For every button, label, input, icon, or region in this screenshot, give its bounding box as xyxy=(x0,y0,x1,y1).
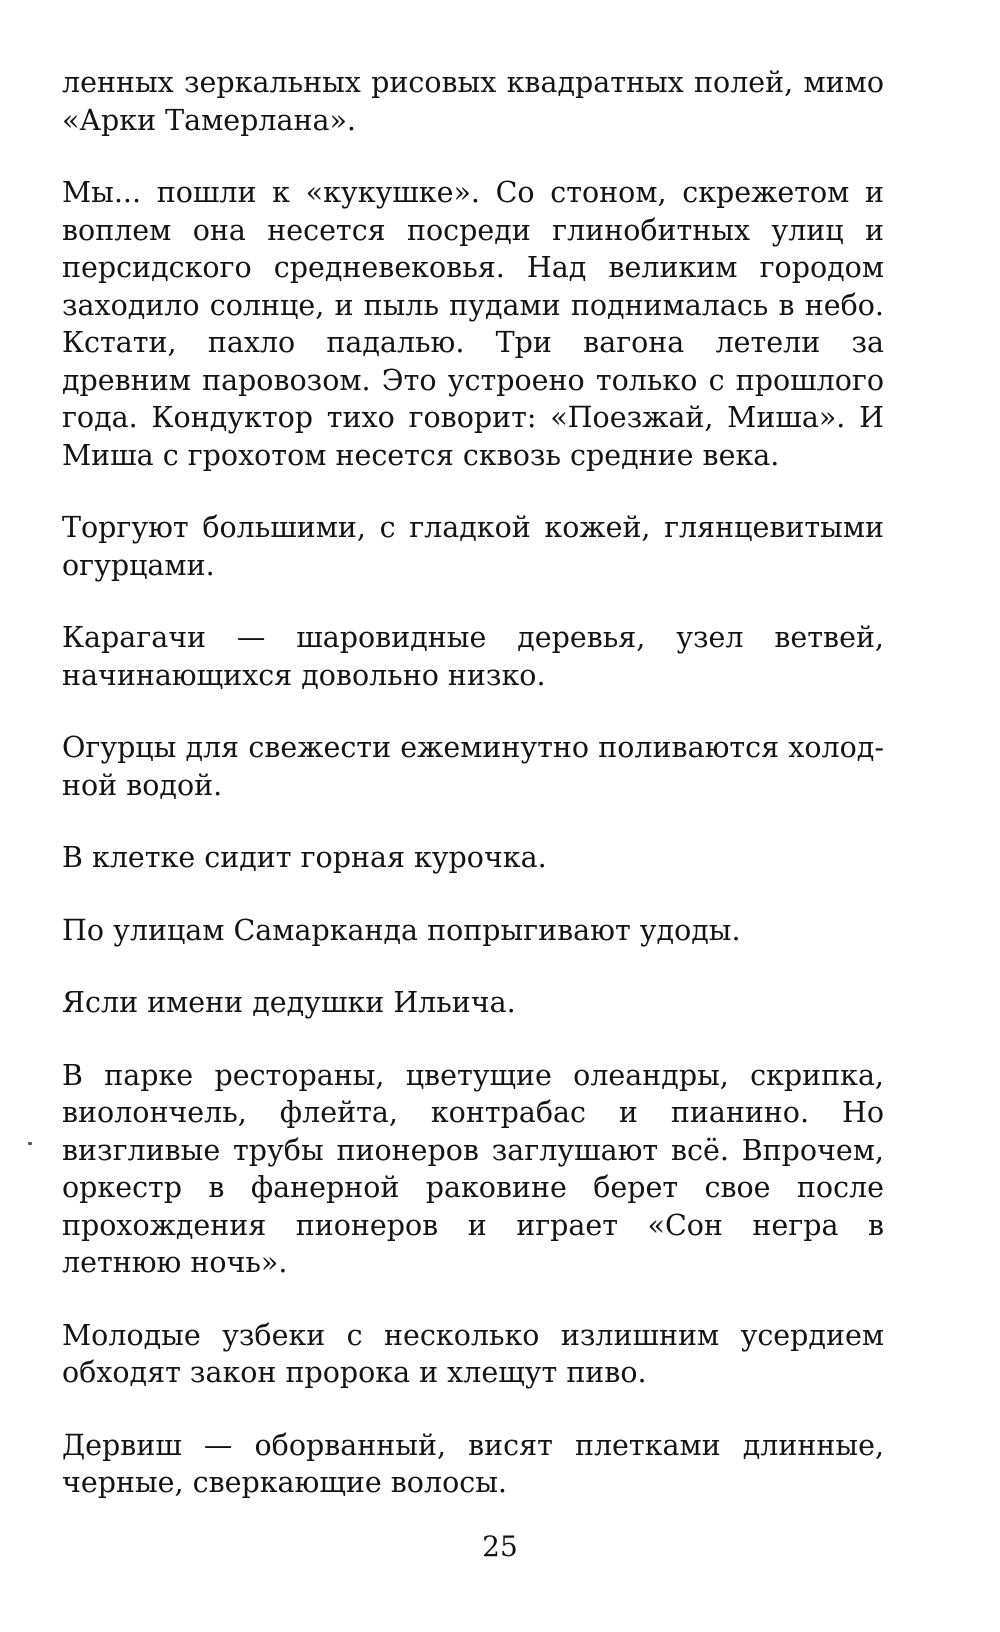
paragraph: Дервиш — оборванный, висят плетками длинные, черные, сверкающие волосы. xyxy=(62,1428,884,1499)
paragraph: Карагачи — шаровидные деревья, узел ветвей, начинающихся довольно низко. xyxy=(62,621,884,692)
paragraph: По улицам Самарканда попрыгивают удоды. xyxy=(62,913,741,947)
page-number: 25 xyxy=(482,1530,518,1563)
paragraph: В парке рестораны, цветущие олеандры, скрипка, виолончель, флейта, контрабас и пианино. Но визгливые трубы пионеров заглушают всё. Впрочем, оркестр в фанерной раковине берет свое после прохождения пионеров и играет «Сон негра в летнюю ночь». xyxy=(62,1058,884,1279)
paragraph: Торгуют большими, с гладкой кожей, глянцевитыми огурцами. xyxy=(62,511,884,582)
paragraph: Молодые узбеки с несколько излишним усердием обходят закон пророка и хлещут пиво. xyxy=(62,1318,884,1389)
paragraph: Мы... пошли к «кукушке». Со стоном, скрежетом и воплем она несется посреди глинобитных улиц и персидского средневековья. Над великим городом заходило солнце, и пыль пудами поднималась в небо. Кстати, пахло падалью. Три вагона летели за древним паровозом. Это устроено только с прошлого года. Кондуктор тихо говорит: «Поезжай, Миша». И Миша с грохотом несется сквозь средние века. xyxy=(62,176,884,472)
body-text xyxy=(62,64,884,1502)
paragraph: В клетке сидит горная курочка. xyxy=(62,841,547,874)
margin-speck xyxy=(28,1142,32,1145)
paragraph: Ясли имени дедушки Ильича. xyxy=(62,986,516,1019)
paragraph: Огурцы для свежести ежеминутно поливаются холодной водой. xyxy=(62,731,884,802)
paragraph: ленных зеркальных рисовых квадратных полей, мимо «Арки Тамерлана». xyxy=(62,66,884,137)
